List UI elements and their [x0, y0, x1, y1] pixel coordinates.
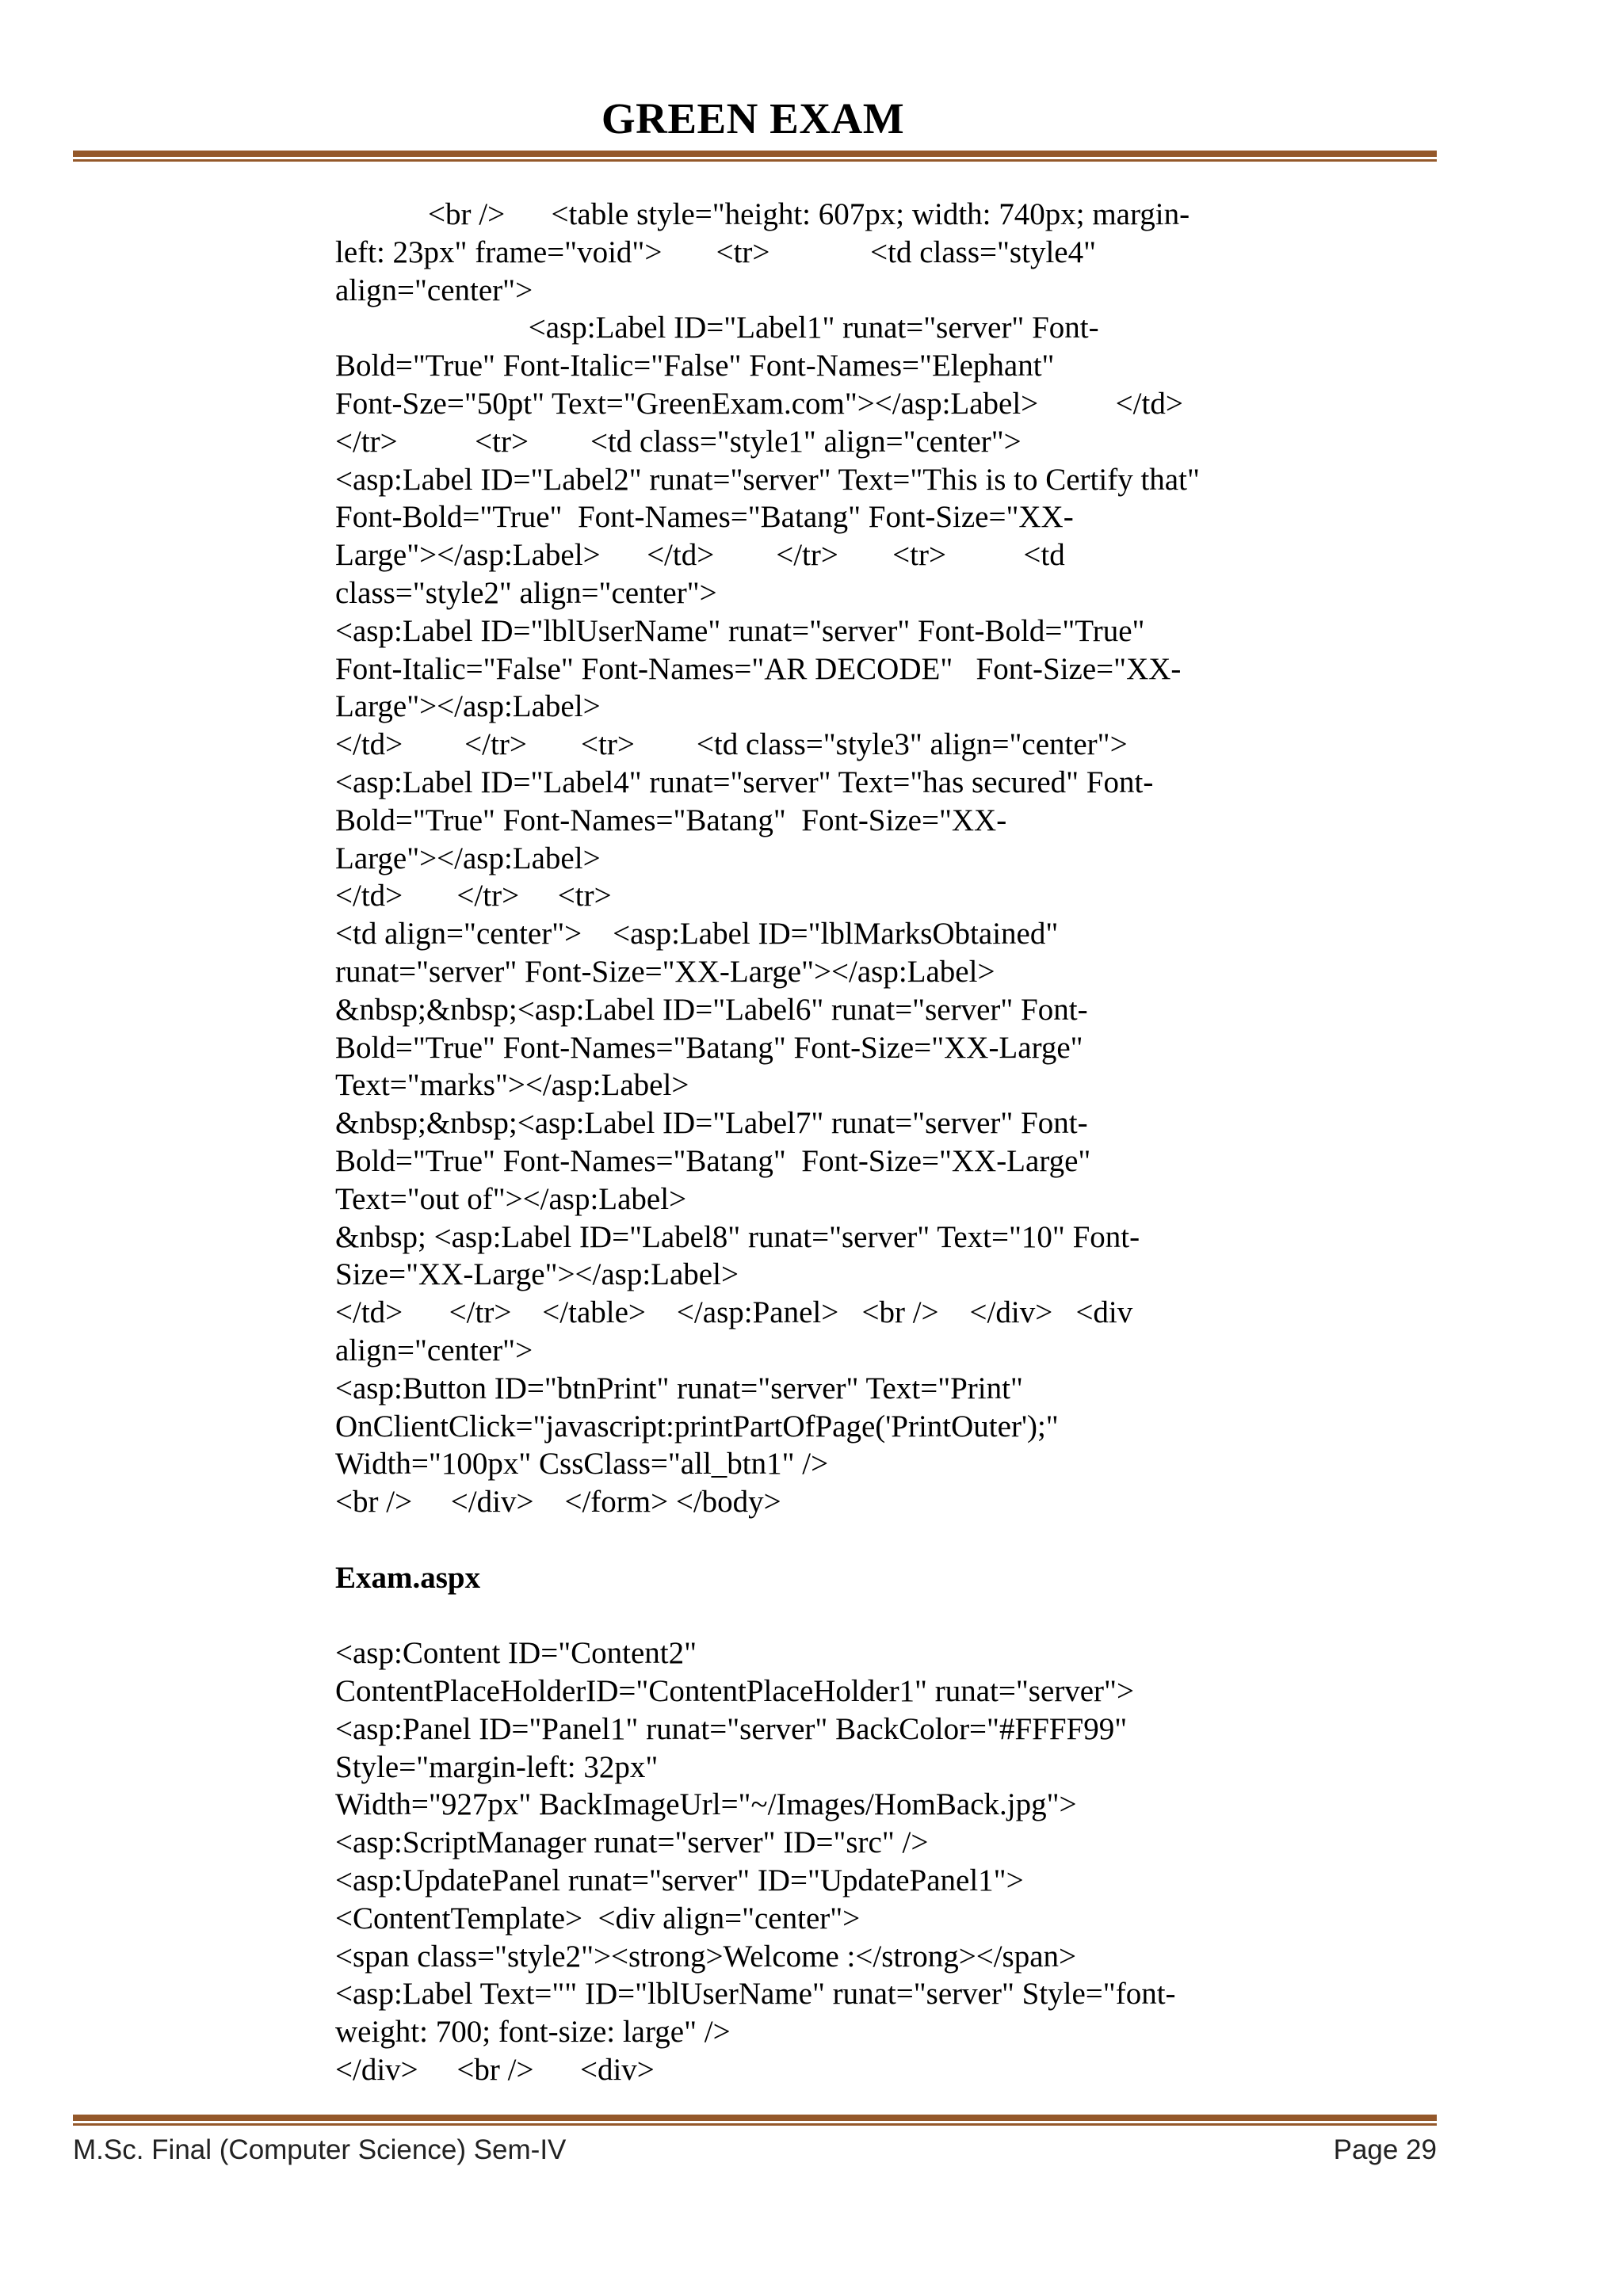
code-line: Bold="True" Font-Italic="False" Font-Names="Elephant" — [335, 349, 1055, 383]
code-line: Bold="True" Font-Names="Batang" Font-Size="XX-Large" — [335, 1143, 1091, 1178]
code-line: </div> <br /> <div> — [335, 2053, 655, 2088]
code-line: &nbsp; <asp:Label ID="Label8" runat="server" Text="10" Font- — [335, 1219, 1140, 1254]
code-line: </td> </tr> <tr> <td class="style3" align="center"> — [335, 727, 1128, 762]
code-line: </tr> <tr> <td class="style1" align="center"> — [335, 424, 1022, 459]
code-line: Bold="True" Font-Names="Batang" Font-Size="XX- — [335, 803, 1007, 837]
code-line: Large"></asp:Label> — [335, 689, 601, 724]
footer-course: M.Sc. Final (Computer Science) Sem-IV — [73, 2134, 567, 2165]
code-line: ContentPlaceHolderID="ContentPlaceHolder1" runat="server"> — [335, 1674, 1134, 1709]
code-line: align="center"> — [335, 273, 533, 307]
code-line: OnClientClick="javascript:printPartOfPage('PrintOuter');" — [335, 1409, 1059, 1444]
code-line: Width="100px" CssClass="all_btn1" /> — [335, 1447, 829, 1482]
code-line: <asp:Button ID="btnPrint" runat="server" Text="Print" — [335, 1371, 1023, 1405]
code-line: Text="out of"></asp:Label> — [335, 1181, 687, 1216]
code-line: <asp:ScriptManager runat="server" ID="src" /> — [335, 1825, 929, 1860]
code-line: Large"></asp:Label> </td> </tr> <tr> <td — [335, 538, 1065, 573]
code-line: <asp:Label ID="Label4" runat="server" Text="has secured" Font- — [335, 765, 1154, 799]
code-line: Style="margin-left: 32px" — [335, 1749, 659, 1784]
footer-page-number: Page 29 — [1333, 2134, 1437, 2165]
code-line: <asp:Label ID="lblUserName" runat="server" Font-Bold="True" — [335, 613, 1145, 648]
code-line: Font-Sze="50pt" Text="GreenExam.com"></asp:Label> </td> — [335, 386, 1183, 421]
code-line: <ContentTemplate> <div align="center"> — [335, 1901, 861, 1936]
code-line: <asp:Label ID="Label1" runat="server" Font- — [335, 311, 1099, 345]
page-title: GREEN EXAM — [601, 94, 905, 143]
code-line: runat="server" Font-Size="XX-Large"></asp:Label> — [335, 954, 995, 989]
section-heading: Exam.aspx — [335, 1560, 481, 1595]
footer-rule — [73, 2115, 1437, 2126]
code-line: <asp:UpdatePanel runat="server" ID="UpdatePanel1"> — [335, 1863, 1024, 1898]
code-line: weight: 700; font-size: large" /> — [335, 2015, 731, 2050]
code-line: <td align="center"> <asp:Label ID="lblMarksObtained" — [335, 917, 1059, 952]
code-line: <asp:Content ID="Content2" — [335, 1636, 697, 1671]
code-line: Large"></asp:Label> — [335, 841, 601, 875]
header-rule — [73, 151, 1437, 162]
code-line: Font-Italic="False" Font-Names="AR DECODE" Font-Size="XX- — [335, 651, 1182, 686]
code-line: <span class="style2"><strong>Welcome :</strong></span> — [335, 1939, 1077, 1974]
code-listing — [335, 196, 1310, 2089]
code-line: class="style2" align="center"> — [335, 575, 717, 610]
code-line: <br /> <table style="height: 607px; width: 740px; margin- — [335, 197, 1190, 231]
code-line — [335, 1521, 1310, 1559]
page-footer — [73, 2134, 1437, 2166]
code-line: <asp:Label Text="" ID="lblUserName" runat="server" Style="font- — [335, 1977, 1176, 2012]
code-line: &nbsp;&nbsp;<asp:Label ID="Label7" runat="server" Font- — [335, 1106, 1088, 1141]
code-line: <asp:Panel ID="Panel1" runat="server" BackColor="#FFFF99" — [335, 1711, 1128, 1746]
code-line: </td> </tr> <tr> — [335, 879, 612, 913]
code-line: &nbsp;&nbsp;<asp:Label ID="Label6" runat="server" Font- — [335, 992, 1088, 1027]
code-line: Font-Bold="True" Font-Names="Batang" Font-Size="XX- — [335, 500, 1074, 535]
code-line: align="center"> — [335, 1333, 533, 1367]
code-line — [335, 1596, 1310, 1634]
code-line: <asp:Label ID="Label2" runat="server" Text="This is to Certify that" — [335, 462, 1200, 497]
code-line: Text="marks"></asp:Label> — [335, 1068, 689, 1103]
code-line: left: 23px" frame="void"> <tr> <td class="style4" — [335, 235, 1097, 269]
code-line: Size="XX-Large"></asp:Label> — [335, 1257, 739, 1292]
code-line: Width="927px" BackImageUrl="~/Images/HomBack.jpg"> — [335, 1787, 1077, 1822]
code-line: Bold="True" Font-Names="Batang" Font-Size="XX-Large" — [335, 1030, 1083, 1065]
code-line: <br /> </div> </form> </body> — [335, 1485, 781, 1520]
code-line: </td> </tr> </table> </asp:Panel> <br /> </div> <div — [335, 1295, 1133, 1330]
